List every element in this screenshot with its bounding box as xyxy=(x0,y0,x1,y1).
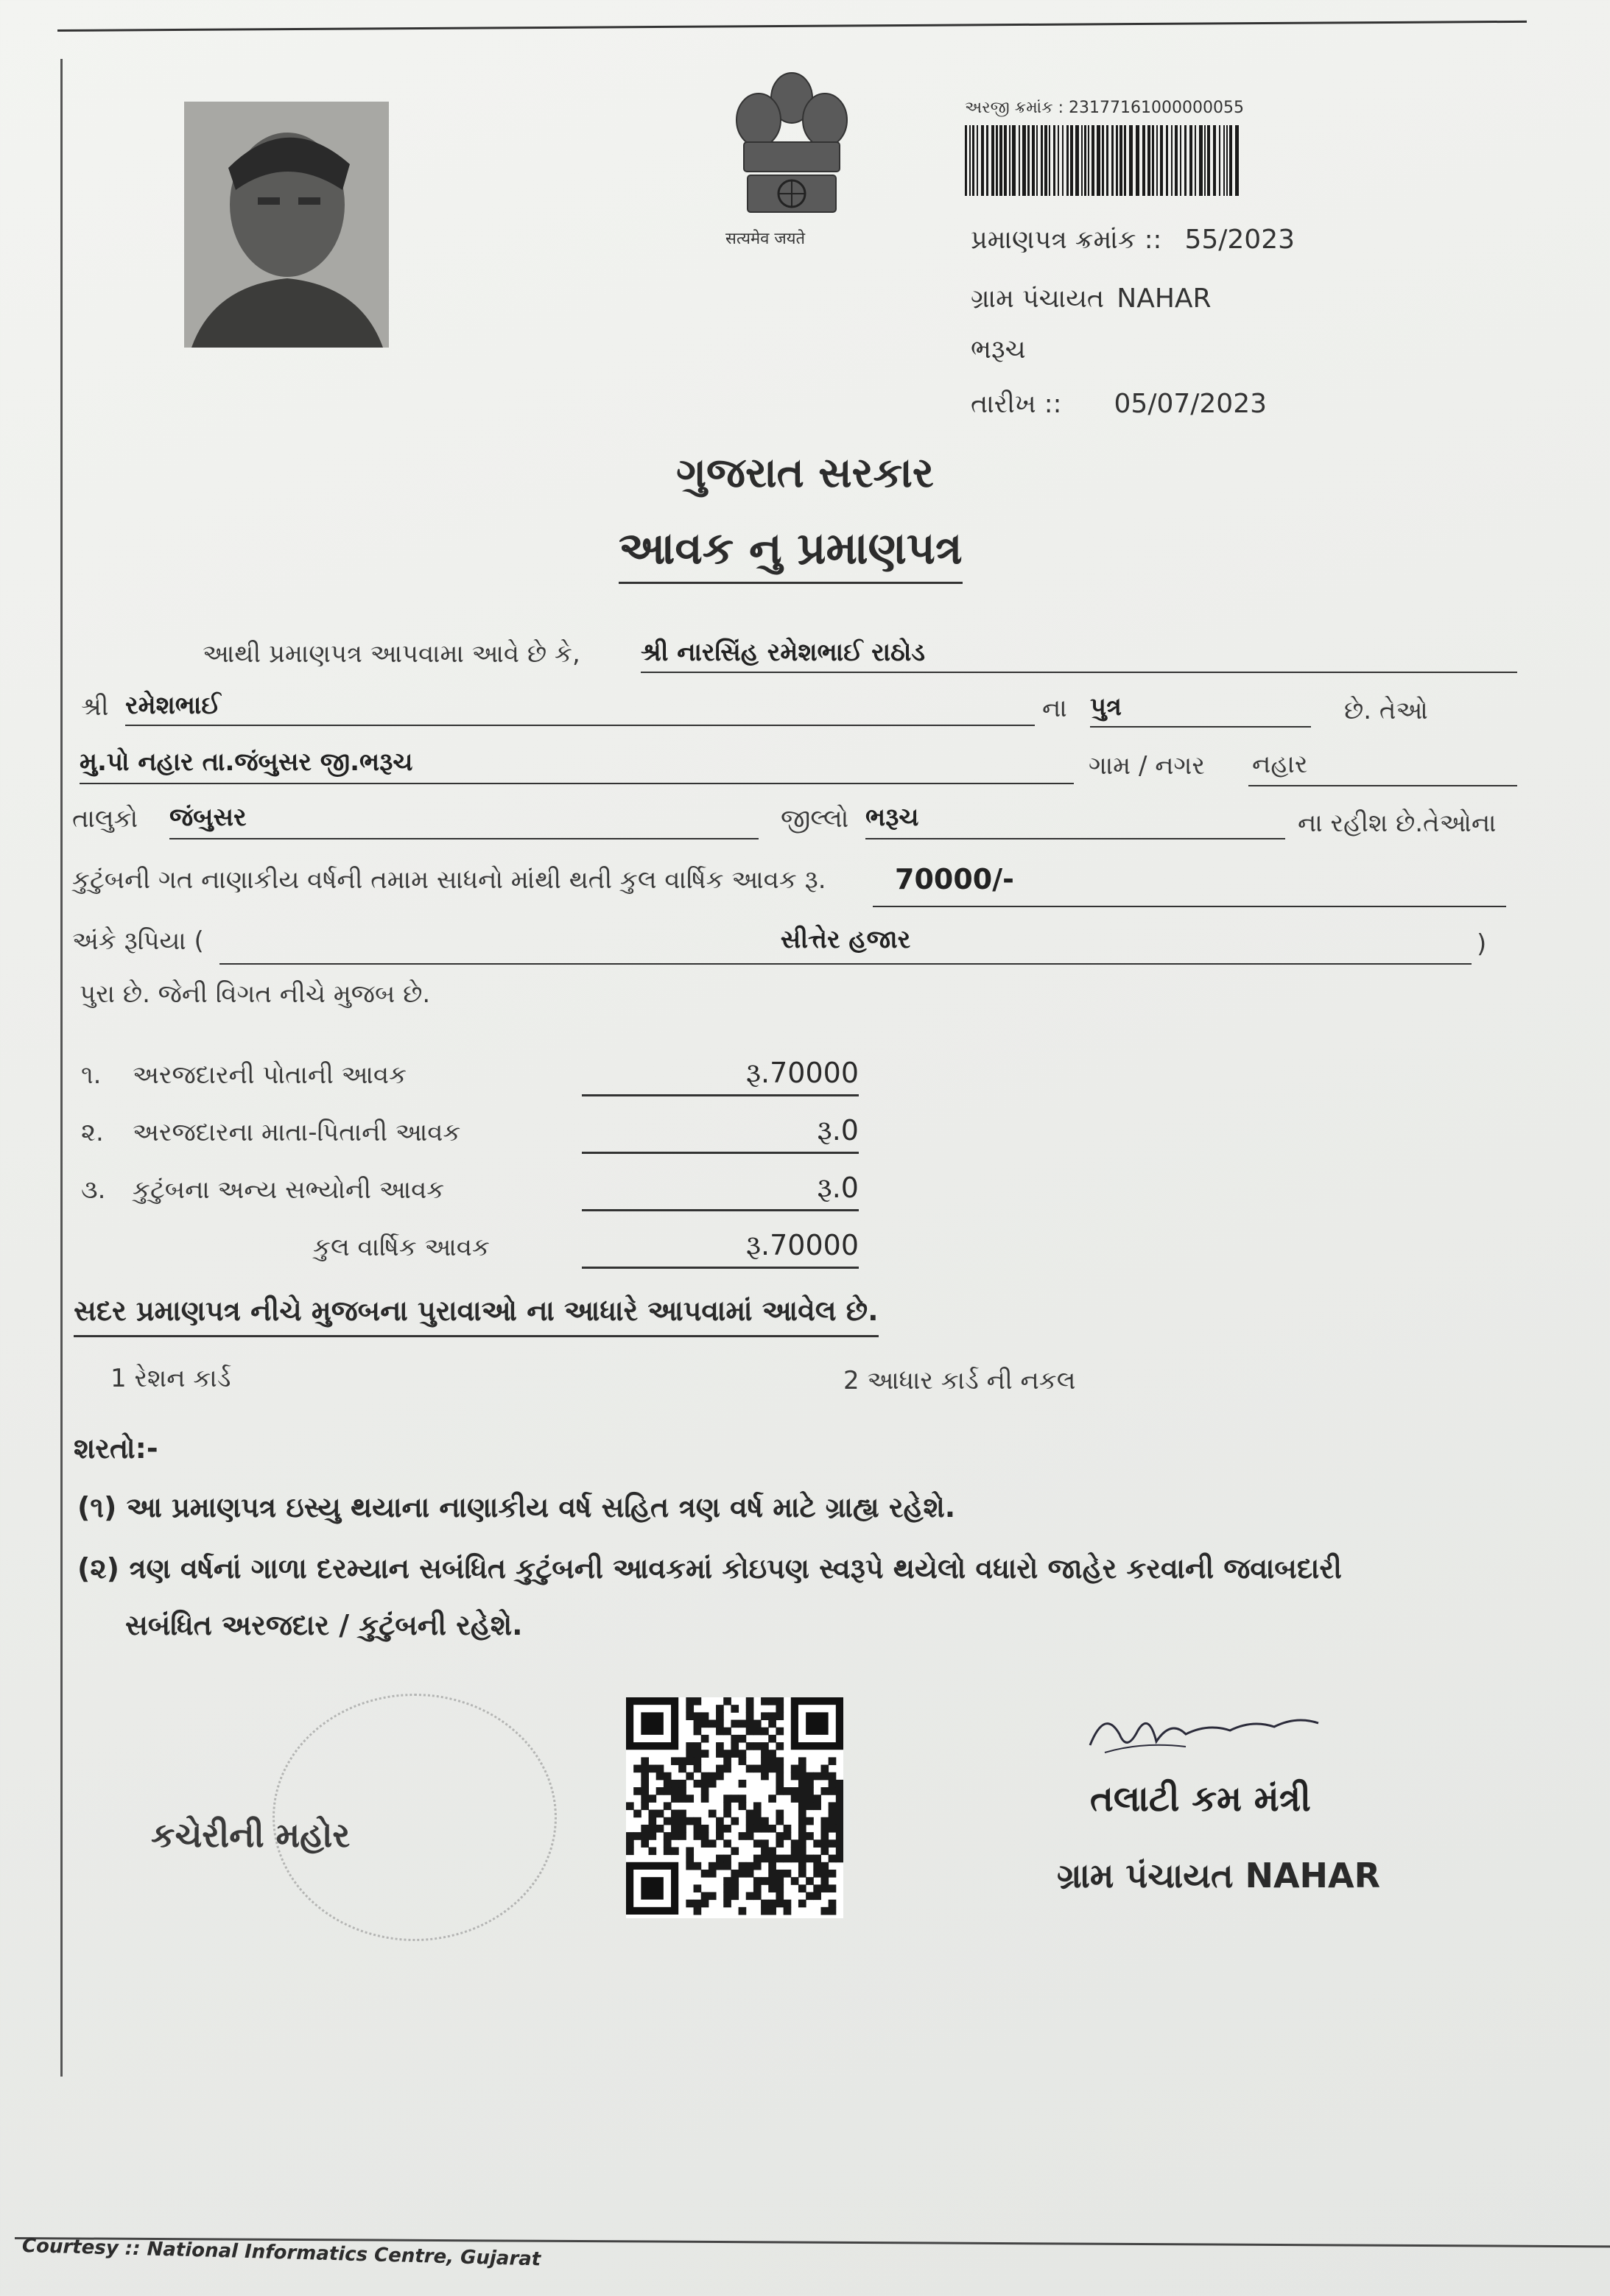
application-number: અરજી ક્રમાંક : 23177161000000055 xyxy=(965,99,1245,117)
income-row-num: ૩. xyxy=(81,1175,106,1205)
shri-label: શ્રી xyxy=(81,692,109,722)
address: મુ.પો નહાર તા.જંબુસર જી.ભરૂચ xyxy=(80,747,1074,784)
certificate-number: 55/2023 xyxy=(1184,225,1296,255)
na-label: ના xyxy=(1042,694,1067,723)
condition-item: (૧) આ પ્રમાણપત્ર ઇસ્યુ થયાના નાણાકીય વર્ષ સહિત ત્રણ વર્ષ માટે ગ્રાહ્ય રહેશે. xyxy=(77,1491,956,1524)
applicant-name: શ્રી નારસિંહ રમેશભાઈ રાઠોડ xyxy=(641,638,1517,673)
emblem-motto: सत्यमेव जयते xyxy=(725,230,806,248)
income-row-label: અરજદારના માતા-પિતાની આવક xyxy=(133,1118,461,1147)
income-row-amount: રૂ.0 xyxy=(582,1114,859,1154)
gram-panchayat-name: NAHAR xyxy=(1117,284,1212,314)
village: નહાર xyxy=(1248,750,1517,786)
certificate-number-label: પ્રમાણપત્ર ક્રમાંક :: xyxy=(971,225,1162,255)
income-row-num: ૧. xyxy=(81,1060,102,1090)
government-title: ગુજરાત સરકાર xyxy=(676,449,934,497)
taluka-label: તાલુકો xyxy=(72,804,138,834)
district: ભરૂચ xyxy=(865,803,1285,839)
village-label: ગામ / નગર xyxy=(1089,751,1205,781)
income-row-amount: રૂ.70000 xyxy=(582,1057,859,1096)
resident-text: ના રહીશ છે.તેઓના xyxy=(1298,809,1497,838)
district-label: જીલ્લો xyxy=(781,804,849,834)
income-row-label: કુટુંબના અન્ય સભ્યોની આવક xyxy=(133,1175,445,1205)
words-label: અંકે રૂપિયા ( xyxy=(72,926,204,956)
barcode xyxy=(965,125,1292,196)
father-name: રમેશભાઈ xyxy=(125,691,1035,726)
state-emblem-icon xyxy=(718,65,865,249)
conditions-heading: શરતો:- xyxy=(74,1432,158,1465)
taluka: જંબુસર xyxy=(169,803,759,839)
total-income-amount: રૂ.70000 xyxy=(582,1229,859,1269)
left-border xyxy=(60,59,63,2077)
condition-item: (૨) ત્રણ વર્ષનાં ગાળા દરમ્યાન સબંધિત કુટુંબની આવકમાં કોઇપણ સ્વરૂપે થયેલો વધારો જાહેર કરવાની જવાબદારી xyxy=(77,1552,1342,1585)
date-label: તારીખ :: xyxy=(971,390,1062,419)
certificate-title: આવક નુ પ્રમાણપત્ર xyxy=(619,523,963,584)
gram-panchayat-label: ગ્રામ પંચાયત xyxy=(971,284,1105,314)
evidence-item: 2 આધાર કાર્ડ ની નકલ xyxy=(843,1366,1076,1395)
gram-panchayat-row xyxy=(971,284,1212,314)
seal-label: કચેરીની મહોર xyxy=(151,1815,351,1855)
income-row-amount: રૂ.0 xyxy=(582,1172,859,1211)
income-text: કુટુંબની ગત નાણાકીય વર્ષની તમામ સાધનો માંથી થતી કુલ વાર્ષિક આવક રૂ. xyxy=(72,865,826,895)
certificate-number-row xyxy=(971,225,1295,255)
words-close: ) xyxy=(1477,929,1487,959)
condition-item: સબંધિત અરજદાર / કુટુંબની રહેશે. xyxy=(125,1609,523,1641)
signatory-title: તલાટી કમ મંત્રી xyxy=(1090,1778,1311,1820)
signatory-office: ગ્રામ પંચાયત NAHAR xyxy=(1057,1856,1381,1895)
relation: પુત્ર xyxy=(1090,692,1311,728)
signature-scribble xyxy=(1083,1701,1363,1767)
details-text: પુરા છે. જેની વિગત નીચે મુજબ છે. xyxy=(80,979,431,1009)
total-income-label: કુલ વાર્ષિક આવક xyxy=(313,1233,490,1262)
income-in-words: સીત્તેર હજાર xyxy=(219,925,1472,965)
income-row-label: અરજદારની પોતાની આવક xyxy=(133,1060,407,1090)
issue-date: 05/07/2023 xyxy=(1114,389,1268,419)
evidence-heading: સદર પ્રમાણપત્ર નીચે મુજબના પુરાવાઓ ના આધારે આપવામાં આવેલ છે. xyxy=(74,1295,879,1337)
che-teo-label: છે. તેઓ xyxy=(1344,696,1428,725)
intro-text: આથી પ્રમાણપત્ર આપવામા આવે છે કે, xyxy=(203,639,580,669)
district-top: ભરૂચ xyxy=(971,335,1026,365)
income-row-num: ૨. xyxy=(81,1118,104,1147)
date-row xyxy=(971,389,1267,419)
applicant-photo xyxy=(184,102,389,348)
footer-courtesy: Courtesy :: National Informatics Centre, Gujarat xyxy=(21,2235,541,2271)
evidence-item: 1 રેશન કાર્ડ xyxy=(110,1364,231,1393)
income-amount: 70000/- xyxy=(873,863,1506,907)
top-border xyxy=(57,21,1527,32)
qr-code xyxy=(626,1697,843,1918)
